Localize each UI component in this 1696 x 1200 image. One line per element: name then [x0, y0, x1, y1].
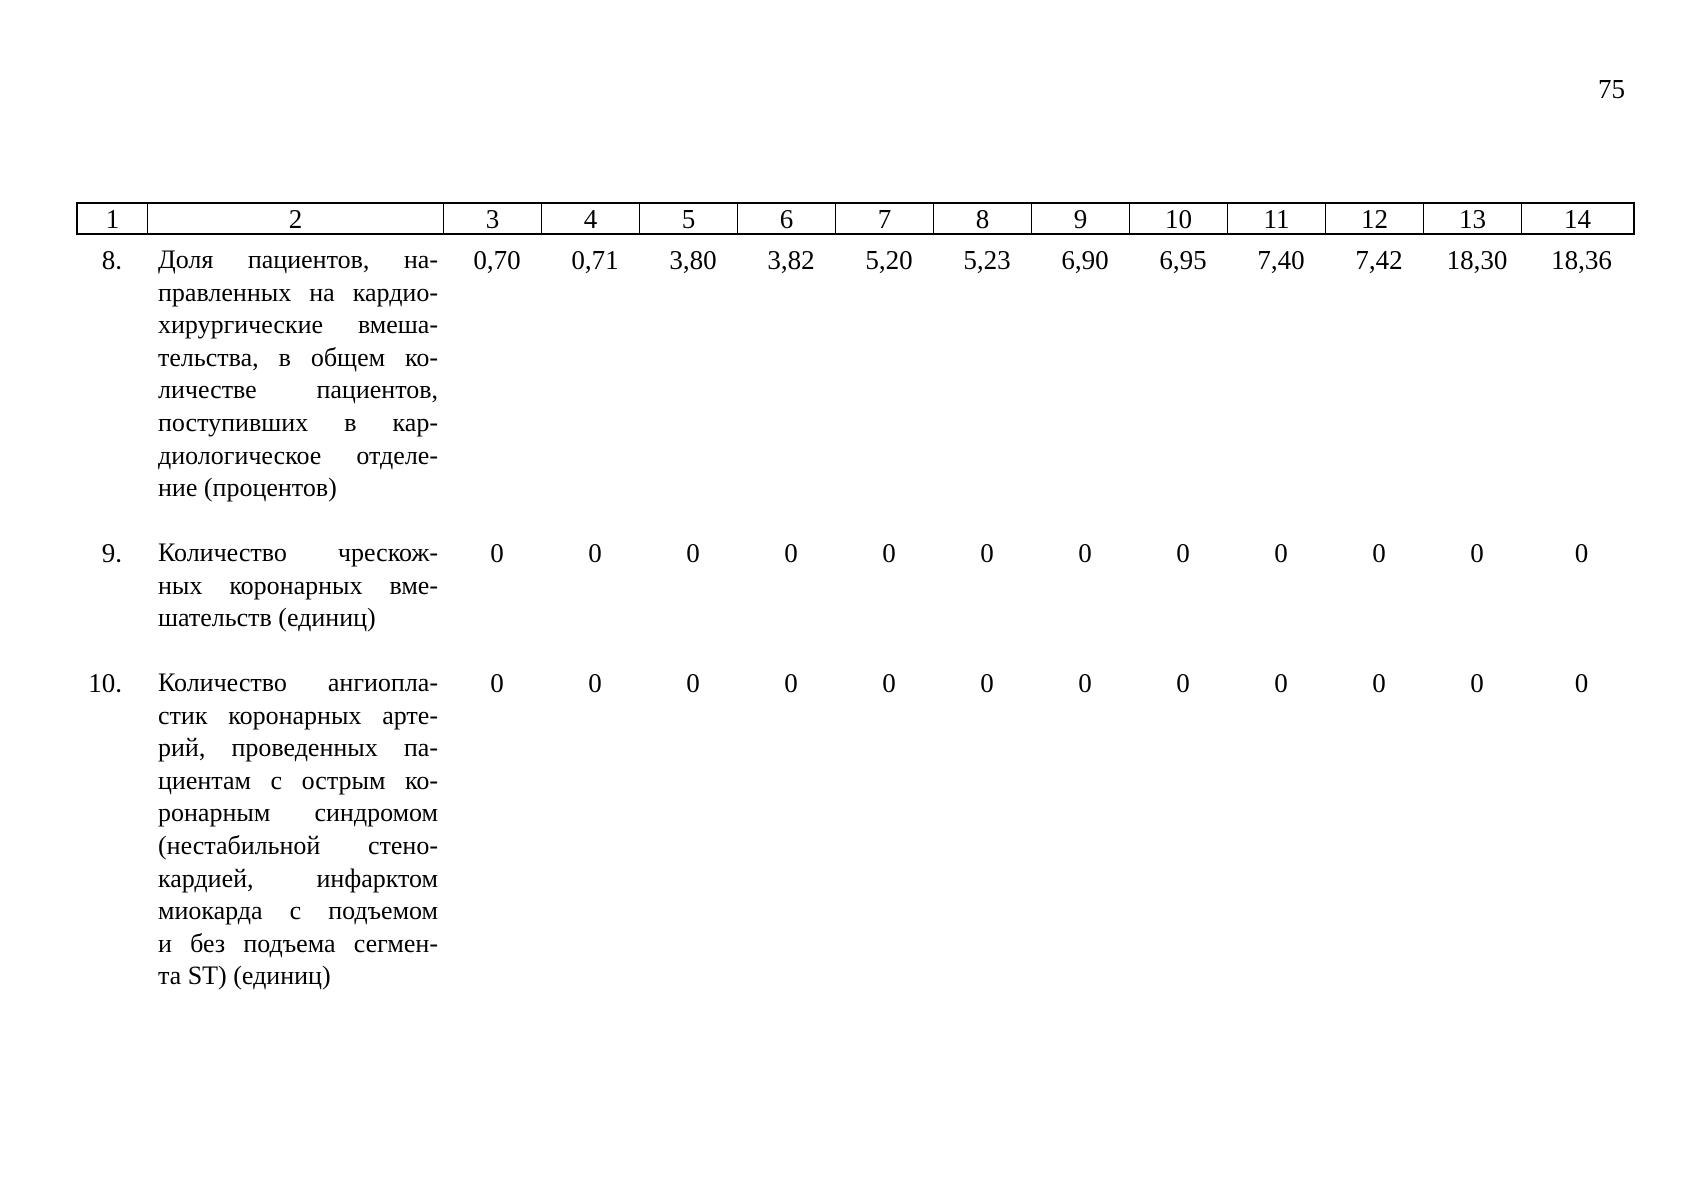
row-label-line: Доля пациентов, на-: [158, 245, 438, 274]
column-header-5: 5: [640, 204, 738, 233]
cell-value-col-8: 5,23: [963, 245, 1011, 275]
cell-value-col-8: 0: [980, 668, 994, 698]
cell-value-col-10: 0: [1176, 668, 1190, 698]
column-header-14: 14: [1564, 204, 1591, 234]
row-label-line: личестве пациентов,: [158, 375, 438, 405]
cell-value-col-7: 0: [882, 538, 896, 568]
row-label-line: тельства, в общем ко-: [158, 342, 438, 372]
table-row: [76, 667, 1631, 993]
row-label-line: хирургические вмеша-: [158, 310, 438, 340]
column-header-3: 3: [444, 204, 542, 233]
cell-value-col-13: 0: [1470, 668, 1484, 698]
row-label-line: поступивших в кар-: [158, 407, 438, 437]
cell-value-col-5: 0: [686, 538, 700, 568]
row-label-line: Количество чрескож-: [158, 538, 438, 567]
cell-value-col-12: 0: [1372, 668, 1386, 698]
cell-value-col-7: 5,20: [865, 245, 913, 275]
row-label-line: та ST) (единиц): [158, 961, 331, 991]
row-number: 9.: [101, 538, 122, 568]
cell-value-col-3: 0,70: [473, 245, 521, 275]
cell-value-col-13: 0: [1470, 538, 1484, 568]
column-header-13: 13: [1424, 204, 1522, 233]
column-header-1: 1: [78, 204, 148, 233]
row-label-line: ных коронарных вме-: [158, 570, 438, 600]
cell-value-col-6: 0: [784, 668, 798, 698]
cell-value-col-14: 0: [1574, 538, 1589, 568]
cell-value-col-3: 0: [490, 668, 504, 698]
cell-value-col-5: 3,80: [669, 245, 717, 275]
cell-value-col-6: 3,82: [767, 245, 815, 275]
column-header-8: 8: [934, 204, 1032, 233]
row-label-line: правленных на кардио-: [158, 277, 438, 307]
row-label-line: шательств (единиц): [158, 603, 376, 633]
row-label: [146, 244, 442, 505]
cell-value-col-12: 0: [1372, 538, 1386, 568]
column-header-6: 6: [738, 204, 836, 233]
column-header-12: 12: [1326, 204, 1424, 233]
cell-value-col-6: 0: [784, 538, 798, 568]
cell-value-col-7: 0: [882, 668, 896, 698]
page-number: 75: [1598, 74, 1625, 104]
table-row: [76, 244, 1631, 505]
column-header-4: 4: [542, 204, 640, 233]
column-header-9: 9: [1032, 204, 1130, 233]
table-header-row: [76, 202, 1635, 235]
row-label-line: кардией, инфарктом: [158, 863, 438, 893]
row-label-line: циентам с острым ко-: [158, 765, 438, 795]
row-label-line: Количество ангиопла-: [158, 668, 438, 697]
row-number: 10.: [88, 668, 122, 698]
row-label-line: (нестабильной стено-: [158, 830, 438, 860]
row-label-line: ронарным синдромом: [158, 798, 438, 828]
row-label-line: диологическое отделе-: [158, 440, 438, 470]
column-header-7: 7: [836, 204, 934, 233]
cell-value-col-11: 7,40: [1257, 245, 1305, 275]
cell-value-col-11: 0: [1274, 668, 1288, 698]
row-label-line: ние (процентов): [158, 473, 337, 503]
cell-value-col-4: 0: [588, 668, 602, 698]
cell-value-col-10: 6,95: [1159, 245, 1207, 275]
row-label: [146, 667, 442, 993]
cell-value-col-9: 0: [1078, 538, 1092, 568]
cell-value-col-12: 7,42: [1355, 245, 1403, 275]
cell-value-col-3: 0: [490, 538, 504, 568]
column-header-10: 10: [1130, 204, 1228, 233]
row-number: 8.: [101, 245, 122, 275]
cell-value-col-14: 0: [1574, 668, 1589, 698]
row-label-line: стик коронарных арте-: [158, 700, 438, 730]
cell-value-col-4: 0: [588, 538, 602, 568]
column-header-11: 11: [1228, 204, 1326, 233]
table-row: [76, 537, 1631, 635]
cell-value-col-8: 0: [980, 538, 994, 568]
cell-value-col-13: 18,30: [1446, 245, 1508, 275]
column-header-2: 2: [148, 204, 444, 233]
cell-value-col-9: 6,90: [1061, 245, 1109, 275]
cell-value-col-9: 0: [1078, 668, 1092, 698]
row-label: [146, 537, 442, 635]
row-label-line: миокарда с подъемом: [158, 896, 438, 926]
cell-value-col-11: 0: [1274, 538, 1288, 568]
cell-value-col-14: 18,36: [1551, 245, 1612, 275]
cell-value-col-5: 0: [686, 668, 700, 698]
cell-value-col-10: 0: [1176, 538, 1190, 568]
cell-value-col-4: 0,71: [571, 245, 619, 275]
row-label-line: рий, проведенных па-: [158, 733, 438, 763]
row-label-line: и без подъема сегмен-: [158, 928, 438, 958]
